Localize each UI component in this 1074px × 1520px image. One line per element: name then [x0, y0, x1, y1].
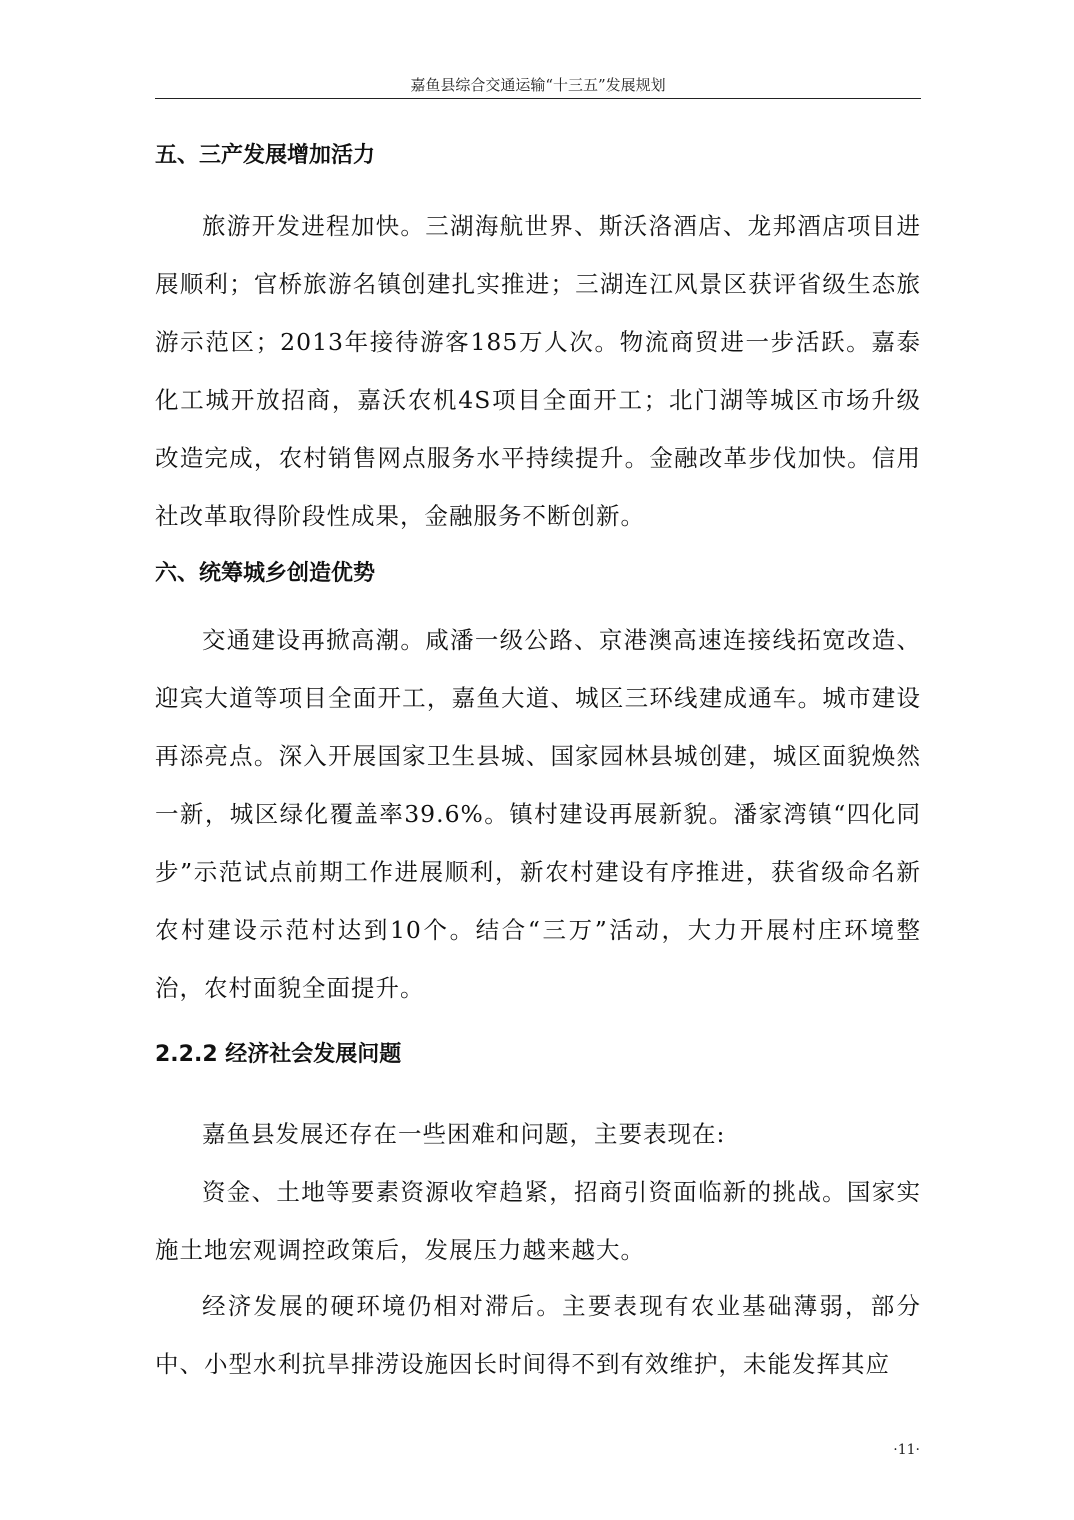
section-heading: 2.2.2 经济社会发展问题 [155, 1042, 402, 1067]
header-rule [155, 98, 921, 99]
paragraph: 经济发展的硬环境仍相对滞后。主要表现有农业基础薄弱，部分中、小型水利抗旱排涝设施因长时间得不到有效维护，未能发挥其应 [155, 1292, 921, 1378]
section-heading: 六、统筹城乡创造优势 [155, 561, 376, 586]
paragraph: 交通建设再掀高潮。咸潘一级公路、京港澳高速连接线拓宽改造、迎宾大道等项目全面开工，嘉鱼大道、城区三环线建成通车。城市建设再添亮点。深入开展国家卫生县城、国家园林县城创建，城区面貌焕然一新，城区绿化覆盖率39.6%。镇村建设再展新貌。潘家湾镇“四化同步”示范试点前期工作进展顺利，新农村建设有序推进，获省级命名新农村建设示范村达到10个。结合“三万”活动，大力开展村庄环境整治，农村面貌全面提升。 [155, 626, 921, 1002]
section-heading: 五、三产发展增加活力 [155, 143, 376, 168]
header-title: 嘉鱼县综合交通运输“十三五”发展规划 [410, 76, 666, 94]
paragraph: 资金、土地等要素资源收窄趋紧，招商引资面临新的挑战。国家实施土地宏观调控政策后，发展压力越来越大。 [155, 1178, 921, 1264]
paragraph: 嘉鱼县发展还存在一些困难和问题，主要表现在: [202, 1120, 726, 1148]
paragraph: 旅游开发进程加快。三湖海航世界、斯沃洛酒店、龙邦酒店项目进展顺利；官桥旅游名镇创建扎实推进；三湖连江风景区获评省级生态旅游示范区；2013年接待游客185万人次。物流商贸进一步活跃。嘉泰化工城开放招商，嘉沃农机4S项目全面开工；北门湖等城区市场升级改造完成，农村销售网点服务水平持续提升。金融改革步伐加快。信用社改革取得阶段性成果，金融服务不断创新。 [155, 212, 921, 530]
page-number: ·11· [893, 1442, 920, 1458]
